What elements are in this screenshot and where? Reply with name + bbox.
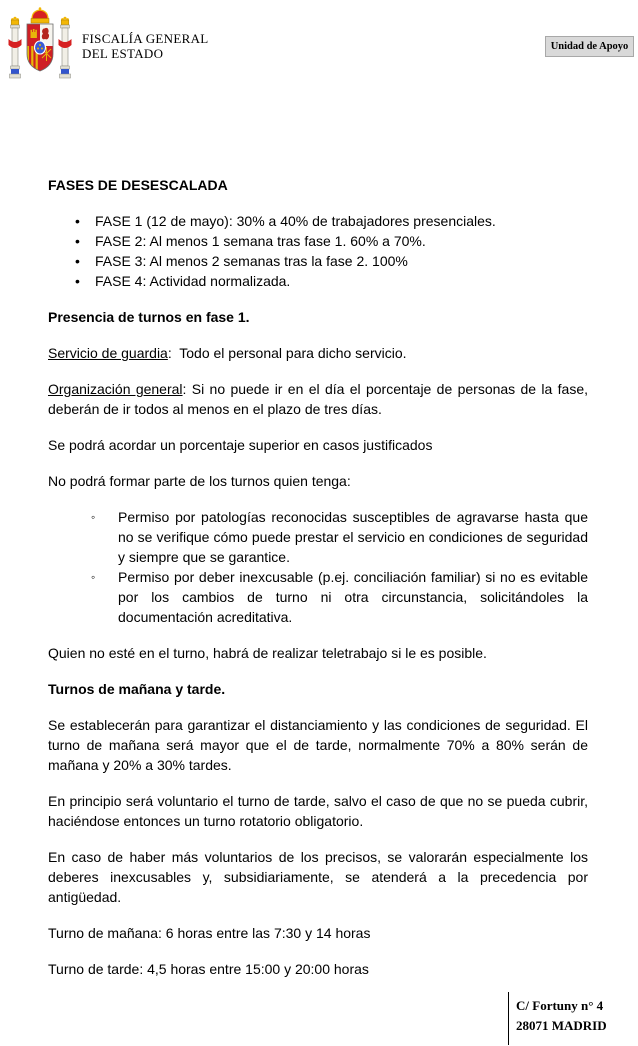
address-line2: 28071 MADRID <box>516 1018 607 1033</box>
phase-item-text: FASE 2: Al menos 1 semana tras fase 1. 60% a 70%. <box>95 233 426 249</box>
footer-address <box>508 992 607 1045</box>
bullet-icon: • <box>75 273 80 289</box>
left-pillar-icon <box>9 17 22 78</box>
servicio-guardia-label: Servicio de guardia <box>48 345 168 361</box>
permiso-item-text: Permiso por deber inexcusable (p.ej. conciliación familiar) si no es evitable por los cambios de turno ni otra circunstancia, solicitándoles la documentación acreditativa. <box>118 569 588 625</box>
paragraph-no-podra-formar: No podrá formar parte de los turnos quien tenga: <box>48 473 351 489</box>
org-name <box>82 31 209 61</box>
paragraph-servicio-guardia <box>48 343 588 363</box>
bullet-icon: • <box>75 253 80 269</box>
bullet-icon: • <box>75 213 80 229</box>
paragraph-precedencia-antiguedad: En caso de haber más voluntarios de los precisos, se valorarán especialmente los deberes inexcusables y, subsidiariamente, se atenderá a la precedencia por antigüedad. <box>48 849 588 905</box>
unit-badge: Unidad de Apoyo <box>545 36 634 57</box>
phase-item <box>48 231 588 251</box>
bullet-icon: • <box>75 233 80 249</box>
paragraph-teletrabajo: Quien no esté en el turno, habrá de realizar teletrabajo si le es posible. <box>48 645 487 661</box>
phase-item <box>48 271 588 291</box>
org-name-line2: DEL ESTADO <box>82 46 164 61</box>
document-body <box>48 175 592 995</box>
permiso-list <box>48 507 588 627</box>
document-title: FASES DE DESESCALADA <box>48 177 228 193</box>
phase-item-text: FASE 1 (12 de mayo): 30% a 40% de trabajadores presenciales. <box>95 213 496 229</box>
phase-item <box>48 251 588 271</box>
permiso-item-text: Permiso por patologías reconocidas susceptibles de agravarse hasta que no se verifique cómo puede prestar el servicio en condiciones de seguridad y siempre que se garantice. <box>118 509 588 565</box>
organizacion-general-text: : Si no puede ir en el día el porcentaje de personas de la fase, deberán de ir todos al menos en el plazo de tres días. <box>48 381 592 417</box>
phase-item-text: FASE 4: Actividad normalizada. <box>95 273 291 289</box>
shield-icon <box>27 24 53 71</box>
permiso-item <box>48 567 588 627</box>
paragraph-turno-tarde-horario: Turno de tarde: 4,5 horas entre 15:00 y 20:00 horas <box>48 961 369 977</box>
permiso-item <box>48 507 588 567</box>
paragraph-organizacion-general <box>48 379 592 419</box>
phase-item-text: FASE 3: Al menos 2 semanas tras la fase 2. 100% <box>95 253 408 269</box>
paragraph-turno-manana-horario: Turno de mañana: 6 horas entre las 7:30 y 14 horas <box>48 925 371 941</box>
section-heading-turnos-manana-tarde: Turnos de mañana y tarde. <box>48 681 226 697</box>
address-line1: C/ Fortuny n° 4 <box>516 998 604 1013</box>
spain-coat-of-arms-icon <box>8 4 72 88</box>
phase-list <box>48 211 588 291</box>
crown-icon <box>31 7 49 23</box>
right-pillar-icon <box>59 17 72 78</box>
phase-item <box>48 211 588 231</box>
circle-bullet-icon: ◦ <box>91 510 96 524</box>
organizacion-general-label: Organización general <box>48 381 183 397</box>
circle-bullet-icon: ◦ <box>91 570 96 584</box>
paragraph-establecer-turnos: Se establecerán para garantizar el distanciamiento y las condiciones de seguridad. El turno de mañana será mayor que el de tarde, normalmente 70% a 80% serán de mañana y 20% a 30% tardes. <box>48 717 588 773</box>
servicio-guardia-text: : Todo el personal para dicho servicio. <box>167 345 407 361</box>
paragraph-porcentaje-superior: Se podrá acordar un porcentaje superior en casos justificados <box>48 437 433 453</box>
section-heading-presencia-turnos: Presencia de turnos en fase 1. <box>48 309 250 325</box>
paragraph-turno-voluntario: En principio será voluntario el turno de tarde, salvo el caso de que no se pueda cubrir, haciéndose entonces un turno rotatorio obligatorio. <box>48 793 588 829</box>
org-name-line1: FISCALÍA GENERAL <box>82 31 209 46</box>
